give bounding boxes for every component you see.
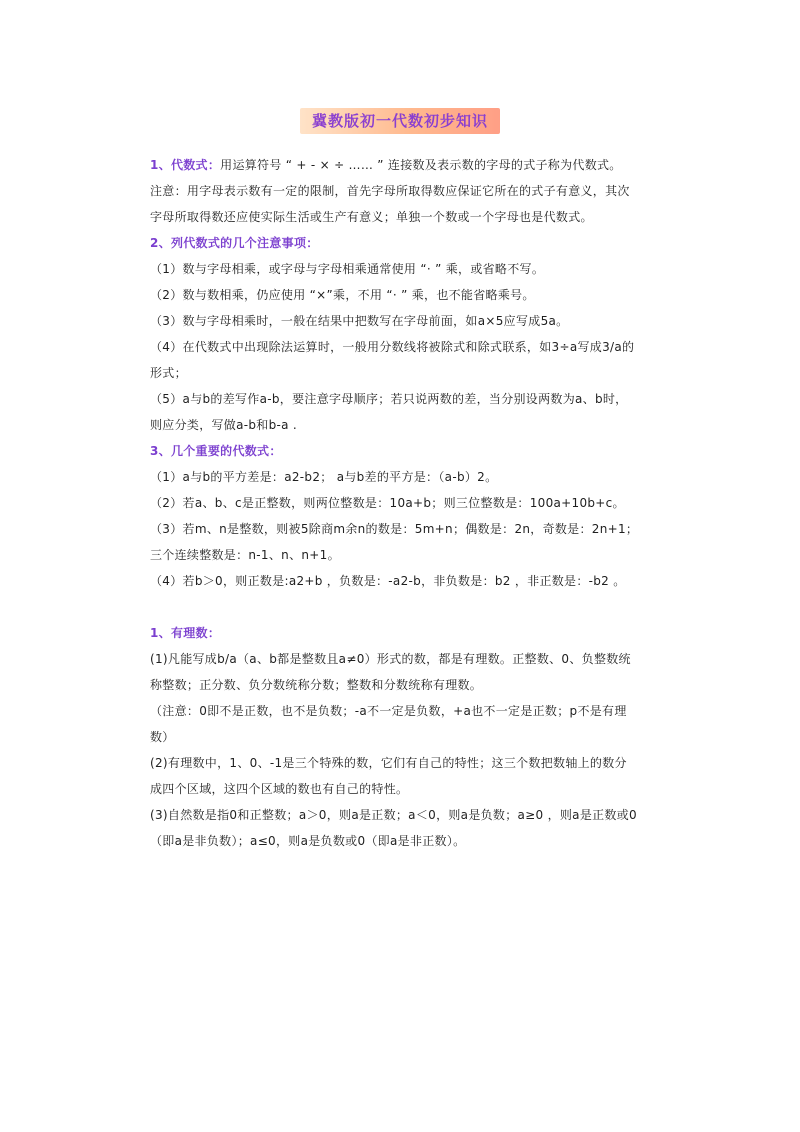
page-title: 冀教版初一代数初步知识: [300, 108, 500, 134]
section2-item: （2）数与数相乘，仍应使用 “×”乘，不用 “· ” 乘，也不能省略乘号。: [150, 288, 535, 302]
section3-heading: 3、几个重要的代数式：: [150, 444, 282, 458]
section1-note-line: 注意：用字母表示数有一定的限制，首先字母所取得数应保证它所在的式子有意义，其次: [150, 184, 630, 198]
section2-item: （1）数与字母相乘，或字母与字母相乘通常使用 “· ” 乘，或省略不写。: [150, 262, 545, 276]
section3-item: （4）若b＞0，则正数是:a2+b ，负数是：-a2-b，非负数是：b2 ，非正数是：-b2 。: [150, 574, 626, 588]
section-spacer: [150, 594, 702, 620]
section2-item: 则应分类，写做a-b和b-a .: [150, 418, 298, 432]
section2-item: （5）a与b的差写作a-b，要注意字母顺序；若只说两数的差，当分别设两数为a、b时，: [150, 392, 628, 406]
section3-item: （3）若m、n是整数，则被5除商m余n的数是：5m+n；偶数是：2n，奇数是：2n+1；: [150, 522, 639, 536]
section3-item: （2）若a、b、c是正整数，则两位整数是：10a+b；则三位整数是：100a+10b+c。: [150, 496, 625, 510]
section4-item: 称整数；正分数、负分数统称分数；整数和分数统称有理数。: [150, 678, 483, 692]
section3-item: （1）a与b的平方差是：a2-b2； a与b差的平方是：（a-b）2。: [150, 470, 498, 484]
section1-heading-text: 用运算符号 “ + - × ÷ …… ” 连接数及表示数的字母的式子称为代数式。: [220, 158, 622, 172]
section4-item: （注意：0即不是正数，也不是负数；-a不一定是负数，+a也不一定是正数；p不是有理: [150, 704, 627, 718]
section2-item: （4）在代数式中出现除法运算时，一般用分数线将被除式和除式联系，如3÷a写成3/a的: [150, 340, 635, 354]
section4-item: (3)自然数是指0和正整数；a＞0，则a是正数；a＜0，则a是负数；a≥0 ，则a是正数或0: [150, 808, 637, 822]
section2-heading: 2、列代数式的几个注意事项：: [150, 236, 319, 250]
section2-item: 形式；: [150, 366, 187, 380]
section1-heading-line: [150, 152, 702, 178]
section2-item: （3）数与字母相乘时，一般在结果中把数写在字母前面，如a×5应写成5a。: [150, 314, 569, 328]
section4-item: (2)有理数中，1、0、-1是三个特殊的数，它们有自己的特性；这三个数把数轴上的数分: [150, 756, 627, 770]
section1-heading-label: 1、代数式：: [150, 158, 221, 172]
section1-note-line: 字母所取得数还应使实际生活或生产有意义；单独一个数或一个字母也是代数式。: [150, 210, 593, 224]
document-body: [150, 152, 702, 854]
section4-item: 成四个区域，这四个区域的数也有自己的特性。: [150, 782, 409, 796]
section4-item: 数）: [150, 730, 175, 744]
section4-item: (1)凡能写成b/a（a、b都是整数且a≠0）形式的数，都是有理数。正整数、0、负整数统: [150, 652, 631, 666]
title-area: [0, 108, 800, 134]
section4-heading: 1、有理数：: [150, 626, 221, 640]
section3-item: 三个连续整数是：n-1、n、n+1。: [150, 548, 340, 562]
section4-item: （即a是非负数）；a≤0，则a是负数或0（即a是非正数）。: [150, 834, 466, 848]
